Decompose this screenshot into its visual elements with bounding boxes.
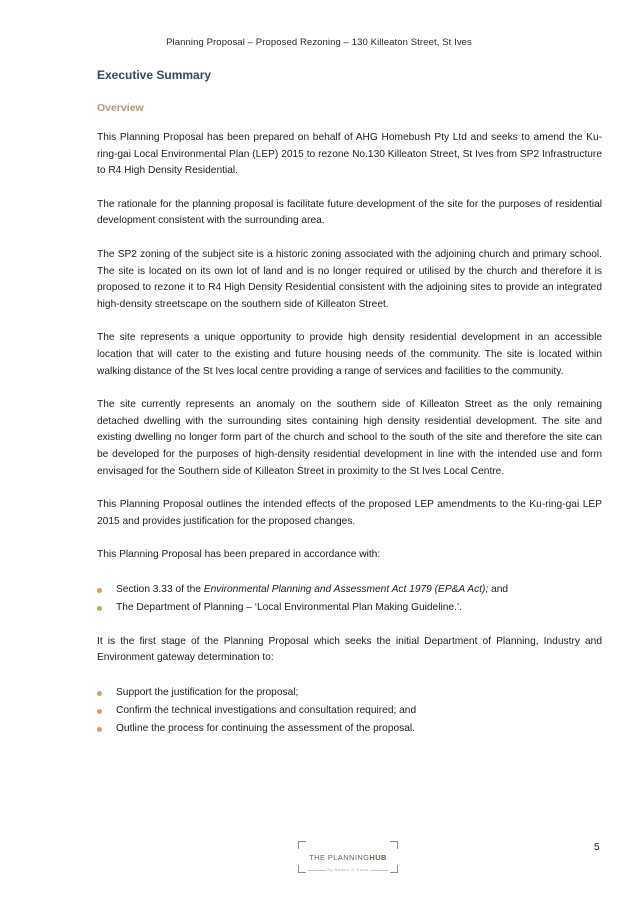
paragraph-gateway: It is the first stage of the Planning Proposal which seeks the initial Department of Planning, Industry and Environment gateway determination to: (97, 635, 602, 664)
gateway-list (97, 684, 602, 738)
accordance-list (97, 581, 602, 617)
section-title: Executive Summary (97, 68, 212, 82)
logo-tagline: by Hawes & Swan (327, 867, 369, 872)
planning-hub-logo (298, 841, 398, 881)
page-content (97, 66, 602, 755)
list-item (97, 599, 602, 617)
list-item (97, 720, 602, 738)
logo-text-bold: HUB (369, 853, 387, 862)
bullet-icon (97, 709, 102, 714)
logo-corner-mark (390, 841, 398, 849)
list-item-text: Support the justification for the proposal; (116, 687, 299, 699)
paragraph-anomaly: The site currently represents an anomaly on the southern side of Killeaton Street as the only remaining detached dwelling with the surrounding sites containing high density residential development. The site and existing dwelling no longer form part of the church and school to the south of the site and therefore the site can be developed for the purposes of high-density residential development in line with the intended use and form envisaged for the Southern side of Killeaton Street in proximity to the St Ives Local Centre. (97, 399, 602, 477)
section-subtitle: Overview (97, 102, 144, 114)
paragraph-outline: This Planning Proposal outlines the intended effects of the proposed LEP amendments to the Ku-ring-gai LEP 2015 and provides justification for the proposed changes. (97, 499, 602, 527)
paragraph-purpose: This Planning Proposal has been prepared on behalf of AHG Homebush Pty Ltd and seeks to amend the Ku-ring-gai Local Environmental Plan (LEP) 2015 to rezone No.130 Killeaton Street, St Ives from SP2 Infrastructure to R4 High Density Residential. (97, 132, 602, 177)
list-item-text: The Department of Planning – ‘Local Environmental Plan Making Guideline.’. (116, 601, 463, 613)
paragraph-zoning-history: The SP2 zoning of the subject site is a historic zoning associated with the adjoining church and primary school. The site is located on its own lot of land and is no longer required or utilised by the church and therefore it is proposed to rezone it to R4 High Density Residential consistent with the adjoining sites to provide an integrated high-density streetscape on the southern side of Killeaton Street. (97, 248, 602, 310)
paragraph-opportunity: The site represents a unique opportunity to provide high density residential development in an accessible location that will cater to the existing and future housing needs of the community. The site is located within walking distance of the St Ives local centre providing a range of services and facilities to the community. (97, 332, 602, 377)
logo-text-light: THE PLANNING (309, 853, 370, 862)
bullet-icon (97, 727, 102, 732)
paragraph-rationale: The rationale for the planning proposal is facilitate future development of the site for the purposes of residential development consistent with the surrounding area. (97, 198, 602, 227)
bullet-icon (97, 588, 102, 593)
list-item-text: Section 3.33 of the (116, 583, 204, 595)
list-item-text: and (488, 583, 509, 595)
paragraph-accordance-intro: This Planning Proposal has been prepared in accordance with: (97, 549, 381, 561)
logo-corner-mark (298, 841, 306, 849)
list-item-text: Outline the process for continuing the assessment of the proposal. (116, 723, 416, 735)
list-item (97, 684, 602, 702)
bullet-icon (97, 606, 102, 611)
act-title: Environmental Planning and Assessment Act 1979 (EP&A Act); (203, 583, 489, 595)
running-header: Planning Proposal – Proposed Rezoning – 130 Killeaton Street, St Ives (166, 37, 472, 48)
page-number: 5 (594, 842, 600, 853)
list-item-text: Confirm the technical investigations and consultation required; and (116, 705, 417, 717)
bullet-icon (97, 691, 102, 696)
list-item (97, 702, 602, 720)
list-item (97, 581, 602, 599)
logo-rule (370, 870, 388, 871)
logo-wordmark (298, 853, 398, 862)
